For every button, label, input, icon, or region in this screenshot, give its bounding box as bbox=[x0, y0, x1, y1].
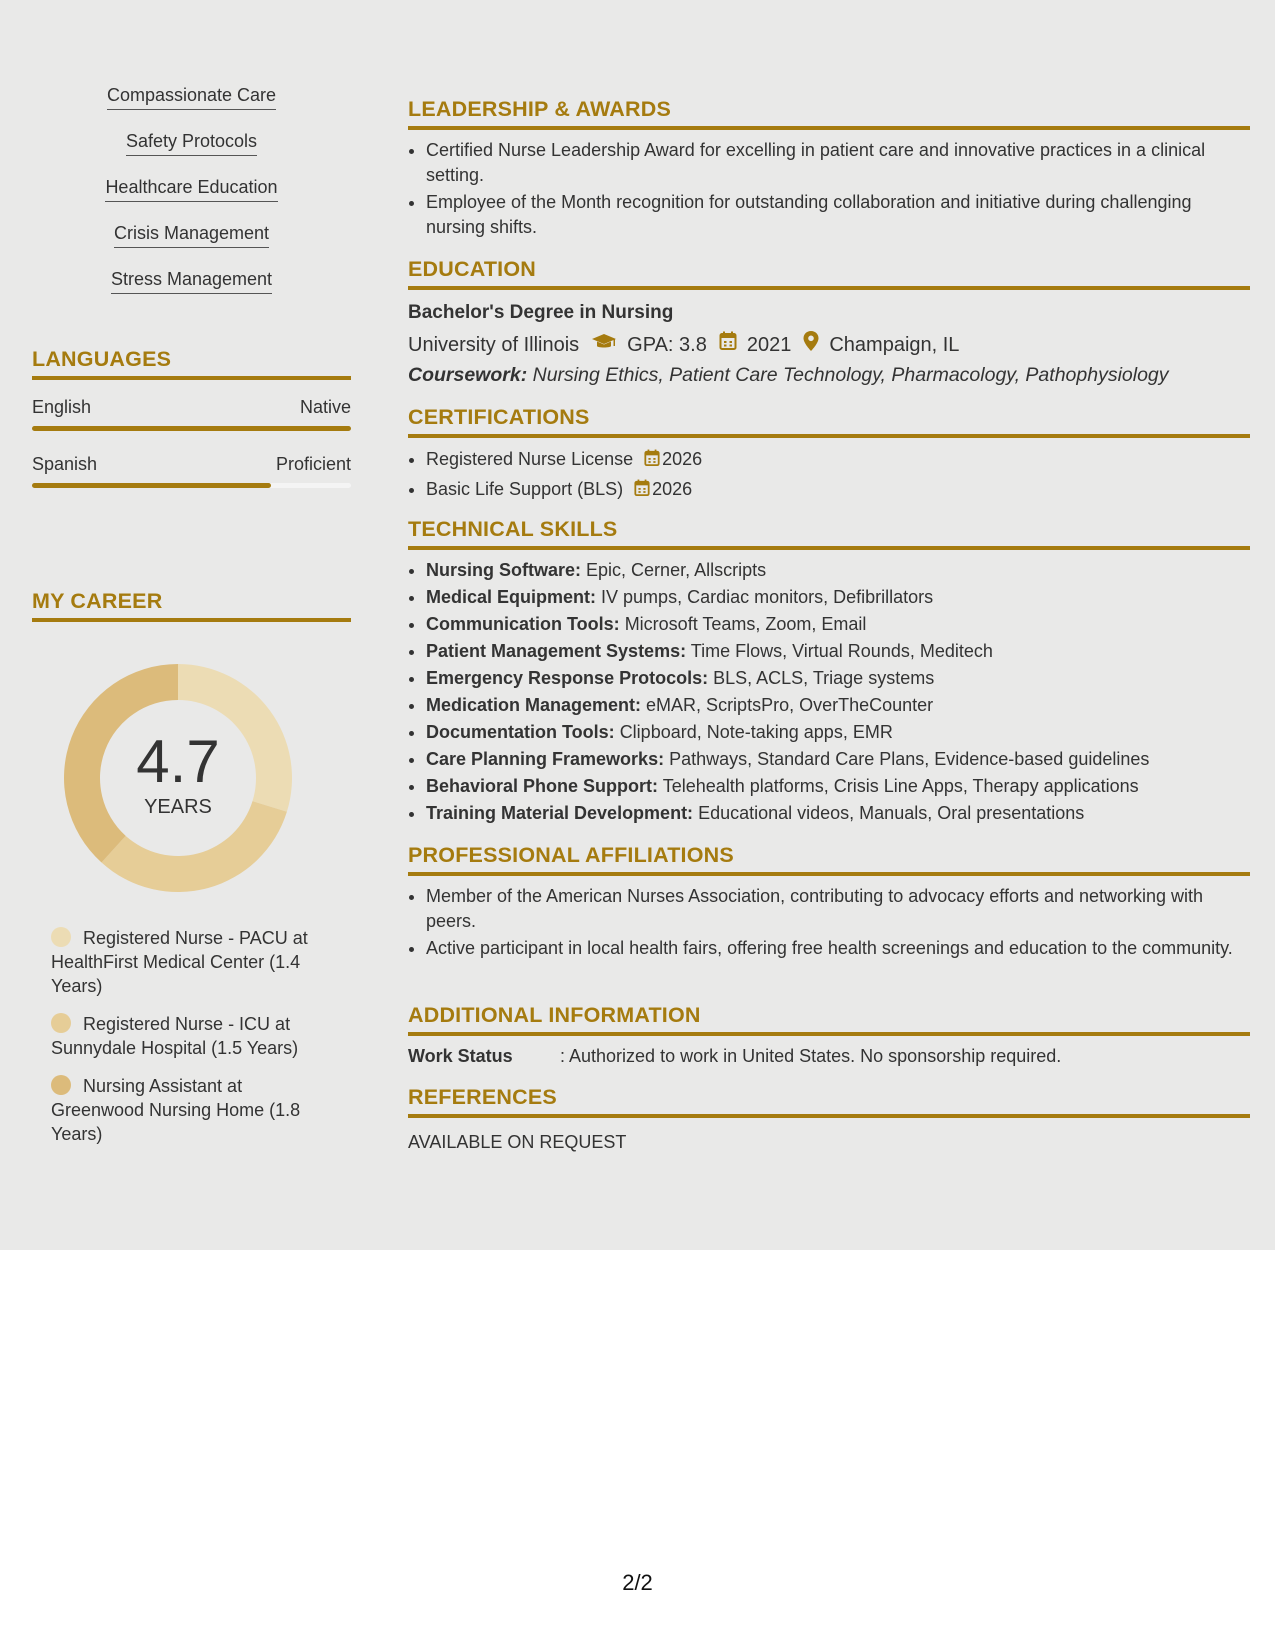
skill-item: Healthcare Education bbox=[105, 176, 277, 202]
career-section bbox=[32, 588, 351, 1144]
page-number: 2/2 bbox=[622, 1570, 653, 1595]
affiliations-section bbox=[408, 842, 1250, 963]
section-heading: PROFESSIONAL AFFILIATIONS bbox=[408, 842, 1250, 876]
section-heading: LEADERSHIP & AWARDS bbox=[408, 96, 1250, 130]
career-legend bbox=[51, 926, 321, 1160]
skill-values: Telehealth platforms, Crisis Line Apps, Therapy applications bbox=[662, 776, 1139, 796]
languages-section bbox=[32, 346, 351, 488]
coursework bbox=[408, 362, 1250, 388]
languages-heading: LANGUAGES bbox=[32, 346, 351, 380]
language-level: Proficient bbox=[275, 454, 351, 474]
coursework-label: Coursework: bbox=[408, 364, 528, 386]
skill-category: Behavioral Phone Support: bbox=[426, 776, 659, 796]
language-bar-fill bbox=[32, 426, 351, 431]
language-level: Native bbox=[299, 397, 351, 417]
language-item bbox=[32, 453, 351, 488]
skill-item: Compassionate Care bbox=[107, 84, 276, 110]
degree-title: Bachelor's Degree in Nursing bbox=[408, 302, 674, 323]
graduation-year: 2021 bbox=[746, 333, 792, 356]
graduation-cap-icon bbox=[591, 332, 617, 358]
certification-name: Basic Life Support (BLS) bbox=[426, 479, 624, 499]
gpa: GPA: 3.8 bbox=[627, 333, 707, 356]
skill-values: BLS, ACLS, Triage systems bbox=[713, 668, 935, 688]
career-years-label: YEARS bbox=[144, 796, 212, 818]
technical-skills-list bbox=[408, 558, 1250, 826]
location-pin-icon bbox=[803, 331, 819, 358]
legend-dot bbox=[51, 1075, 71, 1095]
education-details bbox=[408, 331, 1250, 358]
list-item: • Employee of the Month recognition for outstanding collaboration and initiative during challenging nursing shifts. bbox=[426, 190, 1250, 240]
coursework-list: Nursing Ethics, Patient Care Technology, Pharmacology, Pathophysiology bbox=[532, 364, 1169, 386]
skill-category: Patient Management Systems: bbox=[426, 641, 687, 661]
list-item: • Certified Nurse Leadership Award for excelling in patient care and innovative practices in a clinical setting. bbox=[426, 138, 1250, 188]
work-status-label: Work Status bbox=[408, 1046, 513, 1066]
technical-skill-item bbox=[426, 639, 1250, 664]
section-heading: EDUCATION bbox=[408, 256, 1250, 290]
calendar-icon bbox=[719, 331, 737, 358]
technical-skill-item bbox=[426, 666, 1250, 691]
skill-category: Nursing Software: bbox=[426, 560, 582, 580]
skill-values: eMAR, ScriptsPro, OverTheCounter bbox=[646, 695, 934, 715]
section-heading: REFERENCES bbox=[408, 1084, 1250, 1118]
technical-skills-section bbox=[408, 516, 1250, 828]
career-legend-label: Registered Nurse - PACU at HealthFirst Medical Center (1.4 Years) bbox=[51, 928, 308, 996]
list-item: • Active participant in local health fairs, offering free health screenings and education to the community. bbox=[426, 936, 1250, 961]
certification-year: 2026 bbox=[662, 449, 703, 469]
skill-values: Epic, Cerner, Allscripts bbox=[586, 560, 767, 580]
skill-item: Crisis Management bbox=[114, 222, 269, 248]
technical-skill-item bbox=[426, 612, 1250, 637]
leadership-section bbox=[408, 96, 1250, 242]
technical-skill-item bbox=[426, 747, 1250, 772]
certification-name: Registered Nurse License bbox=[426, 449, 634, 469]
work-status-row bbox=[408, 1046, 1250, 1067]
section-heading: CERTIFICATIONS bbox=[408, 404, 1250, 438]
skill-values: Time Flows, Virtual Rounds, Meditech bbox=[690, 641, 993, 661]
school-location: Champaign, IL bbox=[829, 333, 960, 356]
career-total-years: 4.7 bbox=[136, 728, 220, 795]
skill-category: Documentation Tools: bbox=[426, 722, 615, 742]
calendar-icon bbox=[634, 478, 650, 504]
certifications-section bbox=[408, 404, 1250, 506]
section-heading: TECHNICAL SKILLS bbox=[408, 516, 1250, 550]
skill-values: Educational videos, Manuals, Oral presentations bbox=[698, 803, 1085, 823]
skill-category: Medication Management: bbox=[426, 695, 642, 715]
skill-category: Medical Equipment: bbox=[426, 587, 597, 607]
additional-info-section bbox=[408, 1002, 1250, 1067]
section-heading: ADDITIONAL INFORMATION bbox=[408, 1002, 1250, 1036]
references-text: AVAILABLE ON REQUEST bbox=[408, 1132, 627, 1152]
school-name: University of Illinois bbox=[408, 333, 580, 356]
language-bar bbox=[32, 426, 351, 431]
work-status-value: : Authorized to work in United States. No sponsorship required. bbox=[560, 1046, 1062, 1066]
skill-values: Microsoft Teams, Zoom, Email bbox=[624, 614, 867, 634]
calendar-icon bbox=[644, 448, 660, 474]
skill-category: Care Planning Frameworks: bbox=[426, 749, 665, 769]
career-legend-item bbox=[51, 1012, 321, 1060]
legend-dot bbox=[51, 927, 71, 947]
education-section bbox=[408, 256, 1250, 388]
technical-skill-item bbox=[426, 585, 1250, 610]
career-donut-chart bbox=[64, 664, 292, 892]
skill-values: Pathways, Standard Care Plans, Evidence-based guidelines bbox=[669, 749, 1150, 769]
soft-skills-list bbox=[32, 84, 351, 314]
career-heading: MY CAREER bbox=[32, 588, 351, 622]
skill-item: Safety Protocols bbox=[126, 130, 257, 156]
skill-values: Clipboard, Note-taking apps, EMR bbox=[619, 722, 893, 742]
technical-skill-item bbox=[426, 774, 1250, 799]
skill-category: Training Material Development: bbox=[426, 803, 694, 823]
career-legend-label: Nursing Assistant at Greenwood Nursing Home (1.8 Years) bbox=[51, 1076, 301, 1144]
skill-item: Stress Management bbox=[111, 268, 272, 294]
language-bar bbox=[32, 483, 351, 488]
technical-skill-item bbox=[426, 720, 1250, 745]
certification-item bbox=[426, 476, 1250, 504]
certification-item bbox=[426, 446, 1250, 474]
language-name: English bbox=[32, 397, 92, 417]
language-item bbox=[32, 396, 351, 431]
career-legend-item bbox=[51, 1074, 321, 1146]
references-section bbox=[408, 1084, 1250, 1153]
career-legend-item bbox=[51, 926, 321, 998]
language-name: Spanish bbox=[32, 454, 98, 474]
skill-category: Emergency Response Protocols: bbox=[426, 668, 709, 688]
list-item: • Member of the American Nurses Association, contributing to advocacy efforts and networking with peers. bbox=[426, 884, 1250, 934]
career-legend-label: Registered Nurse - ICU at Sunnydale Hospital (1.5 Years) bbox=[51, 1014, 299, 1058]
skill-category: Communication Tools: bbox=[426, 614, 620, 634]
certification-year: 2026 bbox=[652, 479, 693, 499]
technical-skill-item bbox=[426, 801, 1250, 826]
language-bar-fill bbox=[32, 483, 271, 488]
legend-dot bbox=[51, 1013, 71, 1033]
technical-skill-item bbox=[426, 693, 1250, 718]
skill-values: IV pumps, Cardiac monitors, Defibrillators bbox=[601, 587, 934, 607]
technical-skill-item bbox=[426, 558, 1250, 583]
